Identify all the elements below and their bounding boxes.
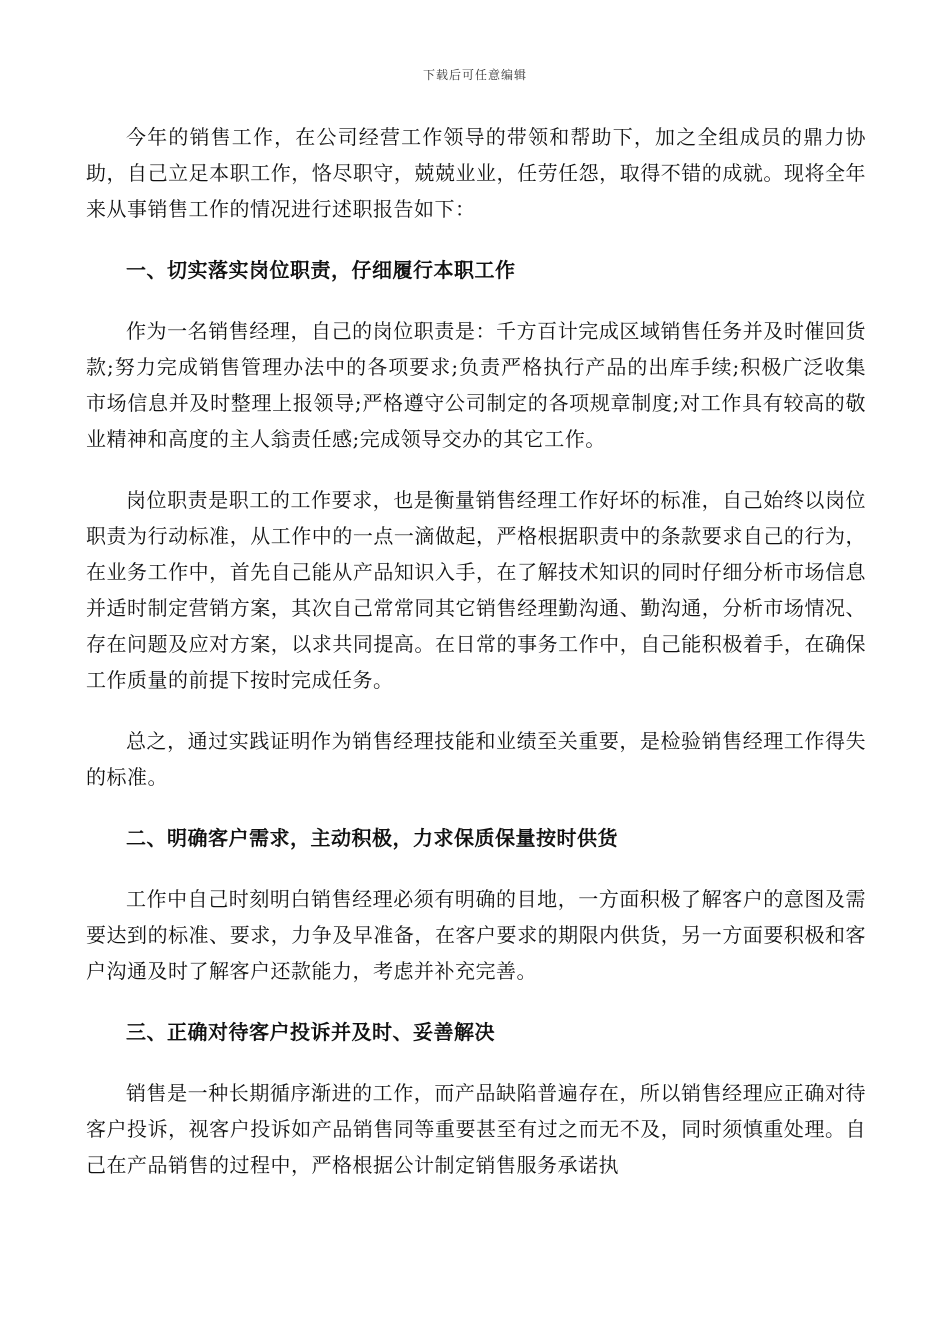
- section-2-paragraph-1: 工作中自己时刻明白销售经理必须有明确的目地，一方面积极了解客户的意图及需要达到的标准、要求，力争及早准备，在客户要求的期限内供货，另一方面要积极和客户沟通及时了解客户还款能力，考虑并补充完善。: [86, 887, 866, 983]
- document-body: [86, 119, 866, 1183]
- header-note: 下载后可任意编辑: [422, 68, 527, 82]
- section-1-paragraph-2: 岗位职责是职工的工作要求，也是衡量销售经理工作好坏的标准，自己始终以岗位职责为行动标准，从工作中的一点一滴做起，严格根据职责中的条款要求自己的行为，在业务工作中，首先自己能从产品知识入手，在了解技术知识的同时仔细分析市场信息并适时制定营销方案，其次自己常常同其它销售经理勤沟通、勤沟通，分析市场情况、存在问题及应对方案，以求共同提高。在日常的事务工作中，自己能积极着手，在确保工作质量的前提下按时完成任务。: [86, 488, 866, 692]
- section-1-paragraph-1: 作为一名销售经理，自己的岗位职责是：千方百计完成区域销售任务并及时催回货款;努力完成销售管理办法中的各项要求;负责严格执行产品的出库手续;积极广泛收集市场信息并及时整理上报领导;严格遵守公司制定的各项规章制度;对工作具有较高的敬业精神和高度的主人翁责任感;完成领导交办的其它工作。: [86, 319, 866, 451]
- section-1-paragraph-3: 总之，通过实践证明作为销售经理技能和业绩至关重要，是检验销售经理工作得失的标准。: [86, 729, 866, 789]
- section-1-heading: 一、切实落实岗位职责，仔细履行本职工作: [126, 258, 516, 282]
- section-3-paragraph-1: 销售是一种长期循序渐进的工作，而产品缺陷普遍存在，所以销售经理应正确对待客户投诉，视客户投诉如产品销售同等重要甚至有过之而无不及，同时须慎重处理。自己在产品销售的过程中，严格根据公计制定销售服务承诺执: [86, 1081, 866, 1177]
- section-3-heading: 三、正确对待客户投诉并及时、妥善解决: [126, 1020, 495, 1044]
- section-2-heading: 二、明确客户需求，主动积极，力求保质保量按时供货: [126, 826, 618, 850]
- intro-paragraph: 今年的销售工作，在公司经营工作领导的带领和帮助下，加之全组成员的鼎力协助，自己立足本职工作，恪尽职守，兢兢业业，任劳任怨，取得不错的成就。现将全年来从事销售工作的情况进行述职报告如下：: [86, 125, 866, 221]
